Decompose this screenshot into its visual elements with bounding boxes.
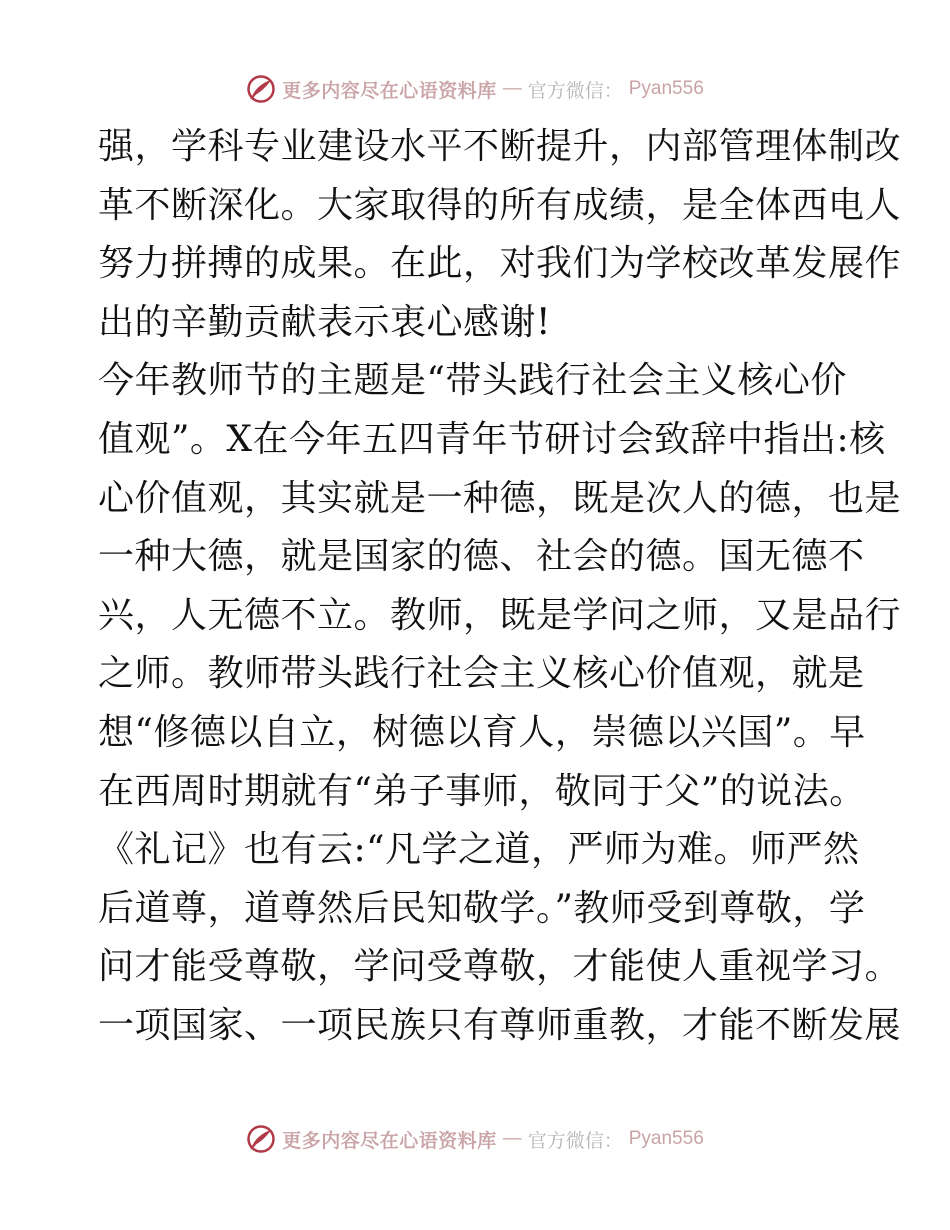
footer-watermark — [0, 1122, 950, 1156]
watermark-wechat-label: 官方微信： — [527, 1130, 623, 1152]
body-line: 在西周时期就有“弟子事师，敬同于父”的说法。 — [98, 770, 866, 812]
body-line: 出的辛勤贡献表示衷心感谢! — [98, 301, 551, 343]
watermark-wechat-id: Pyan556 — [628, 78, 704, 99]
body-line: 《礼记》也有云:“凡学之道，严师为难。师严然 — [98, 829, 860, 871]
body-line: 问才能受尊敬，学问受尊敬，才能使人重视学习。 — [98, 946, 902, 988]
watermark-site-text: 更多内容尽在心语资料库 — [282, 1130, 497, 1152]
body-line: 值观”。X在今年五四青年节研讨会致辞中指出:核 — [98, 418, 886, 460]
watermark-site-text: 更多内容尽在心语资料库 — [282, 80, 497, 102]
watermark-separator: — — [502, 1128, 522, 1149]
body-line: 一种大德，就是国家的德、社会的德。国无德不 — [98, 536, 865, 578]
body-line: 革不断深化。大家取得的所有成绩，是全体西电人 — [98, 184, 902, 226]
watermark-wechat-id: Pyan556 — [628, 1128, 704, 1149]
body-line: 兴，人无德不立。教师，既是学问之师，又是品行 — [98, 594, 902, 636]
quill-logo-icon — [246, 74, 276, 104]
watermark-separator: — — [502, 78, 522, 99]
body-line: 今年教师节的主题是“带头践行社会主义核心价 — [98, 360, 847, 402]
body-line: 努力拼搏的成果。在此，对我们为学校改革发展作 — [98, 243, 902, 285]
body-line: 后道尊，道尊然后民知敬学。”教师受到尊敬，学 — [98, 887, 866, 929]
watermark-wechat-label: 官方微信： — [527, 80, 623, 102]
body-line: 心价值观，其实就是一种德，既是次人的德，也是 — [98, 477, 902, 519]
body-line: 想“修德以自立，树德以育人，崇德以兴国”。早 — [98, 711, 866, 753]
document-body — [98, 118, 902, 1056]
quill-logo-icon — [246, 1124, 276, 1154]
body-line: 之师。教师带头践行社会主义核心价值观，就是 — [98, 653, 865, 695]
body-line: 一项国家、一项民族只有尊师重教，才能不断发展 — [98, 1004, 902, 1046]
body-line: 强，学科专业建设水平不断提升，内部管理体制改 — [98, 126, 902, 167]
header-watermark — [0, 72, 950, 106]
